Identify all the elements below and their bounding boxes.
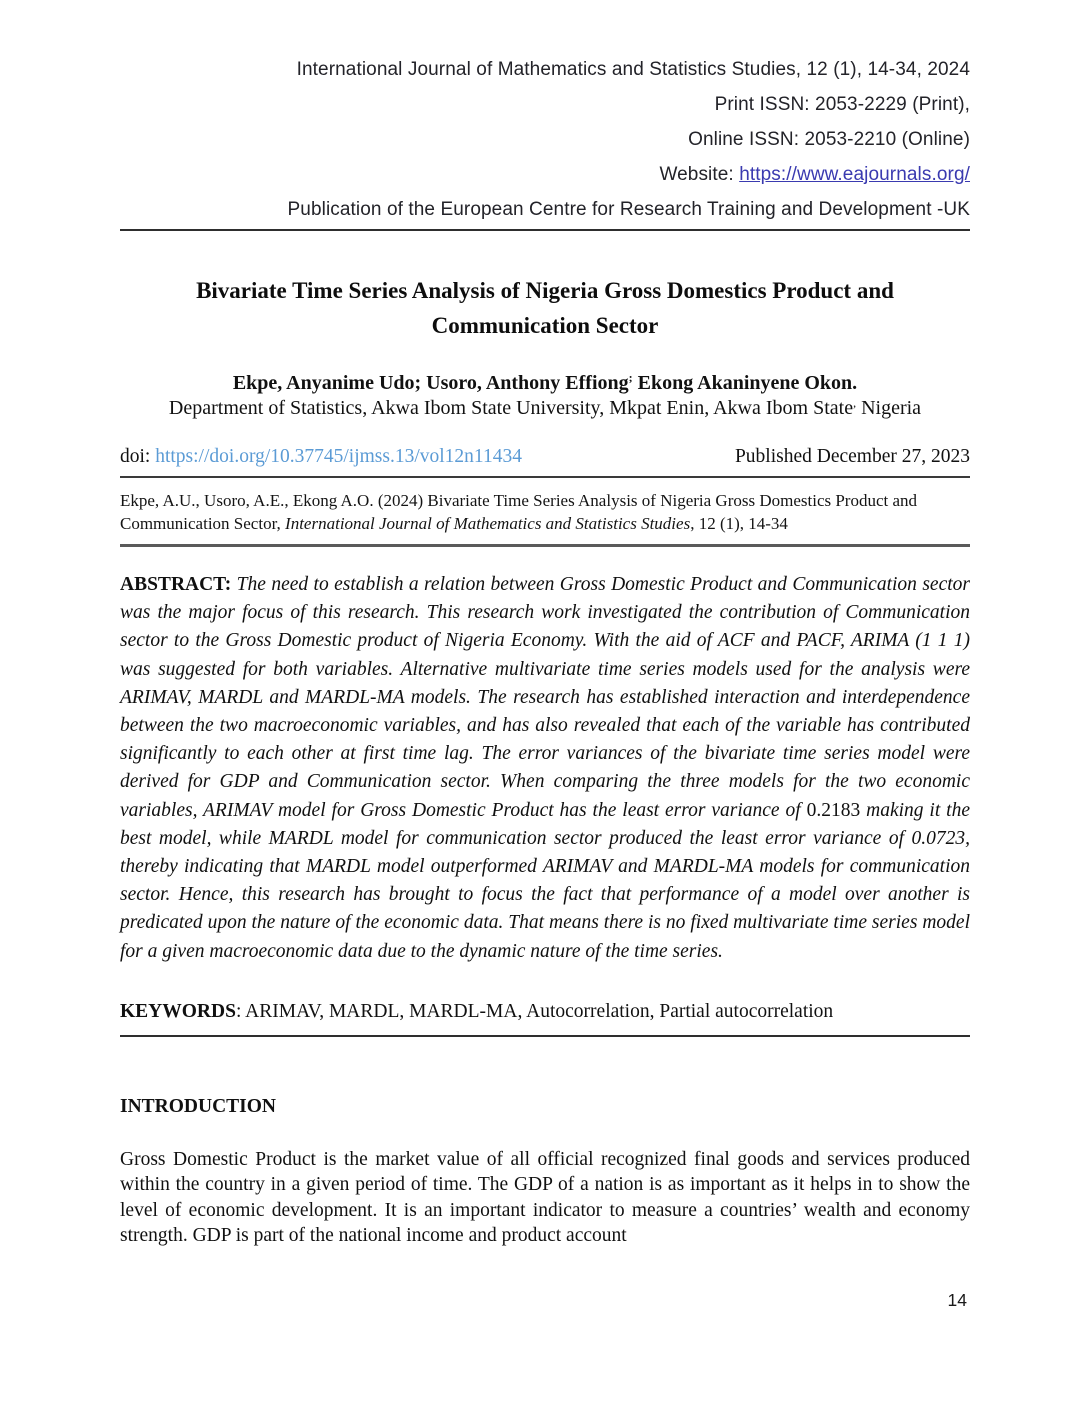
page-number: 14	[947, 1290, 967, 1310]
authors-main: Ekpe, Anyanime Udo; Usoro, Anthony Effiong	[232, 372, 629, 394]
doi-left	[120, 445, 522, 469]
journal-name-line: International Journal of Mathematics and Statistics Studies, 12 (1), 14-34, 2024	[296, 59, 970, 80]
doi-link[interactable]: https://doi.org/10.37745/ijmss.13/vol12n11434	[155, 446, 522, 467]
journal-header	[120, 52, 970, 231]
abstract-label: ABSTRACT:	[120, 574, 232, 595]
keywords-text: : ARIMAV, MARDL, MARDL-MA, Autocorrelation, Partial autocorrelation	[235, 1000, 834, 1022]
affiliation-main: Department of Statistics, Akwa Ibom State University, Mkpat Enin, Akwa Ibom State	[168, 397, 854, 419]
introduction-paragraph: Gross Domestic Product is the market value of all official recognized final goods and services produced within the country in a given period of time. The GDP of a nation is as important as it helps in to show the level of economic development. It is an important indicator to measure a countries’ wealth and economy strength. GDP is part of the national income and product account	[120, 1148, 970, 1247]
abstract-text-2: making it the best model, while MARDL model for communication sector produced the least error variance of 0.0723, thereby indicating that MARDL model outperformed ARIMAV and MARDL-MA models for communication sector. Hence, this research has brought to focus the fact that performance of a model over another is predicated upon the nature of the economic data. That means there is no fixed multivariate time series model for a given macroeconomic data due to the dynamic nature of the time series.	[120, 799, 970, 962]
citation-part1: Ekpe, A.U., Usoro, A.E., Ekong A.O. (2024) Bivariate Time Series Analysis of Nigeria Gross Domestics Product and Communication Sector,	[120, 491, 918, 533]
website-line	[120, 157, 970, 192]
abstract-paragraph	[120, 571, 970, 966]
affiliation-rest: Nigeria	[856, 397, 922, 419]
citation-journal-name: International Journal of Mathematics and Statistics Studies	[285, 513, 691, 533]
publication-line: Publication of the European Centre for Research Training and Development -UK	[120, 192, 970, 231]
article-title: Bivariate Time Series Analysis of Nigeria Gross Domestics Product and Communication Sector	[196, 278, 894, 338]
affiliation-line	[120, 396, 970, 421]
authors-separator: ;	[628, 370, 633, 385]
keywords-label: KEYWORDS	[120, 1000, 236, 1022]
introduction-heading: INTRODUCTION	[120, 1095, 277, 1117]
online-issn-line: Online ISSN: 2053-2210 (Online)	[688, 129, 970, 150]
citation-block	[120, 490, 970, 547]
website-label: Website:	[659, 164, 740, 185]
authors-rest: Ekong Akaninyene Okon.	[632, 372, 858, 394]
doi-row	[120, 445, 970, 478]
keywords-line	[120, 1000, 970, 1037]
doi-label: doi:	[120, 446, 156, 467]
print-issn-line: Print ISSN: 2053-2229 (Print),	[714, 94, 970, 115]
published-date: Published December 27, 2023	[734, 446, 970, 467]
website-link[interactable]: https://www.eajournals.org/	[739, 164, 970, 185]
authors-line	[120, 371, 970, 396]
citation-part2: , 12 (1), 14-34	[690, 513, 788, 533]
abstract-error-variance-value: 0.2183	[806, 799, 861, 821]
affiliation-separator: ,	[853, 395, 857, 410]
abstract-text-1: The need to establish a relation between Gross Domestic Product and Communication sector was the major focus of this research. This research work investigated the contribution of Communication sector to the Gross Domestic product of Nigeria Economy. With the aid of ACF and PACF, ARIMA (1 1 1) was suggested for both variables. Alternative multivariate time series models used for the analysis were ARIMAV, MARDL and MARDL-MA models. The research has established interaction and interdependence between the two macroeconomic variables, and has also revealed that each of the variable has contributed significantly to each other at first time lag. The error variances of the bivariate time series model were derived for GDP and Communication sector. When comparing the three models for the two economic variables, ARIMAV model for Gross Domestic Product has the least error variance of	[120, 574, 970, 821]
